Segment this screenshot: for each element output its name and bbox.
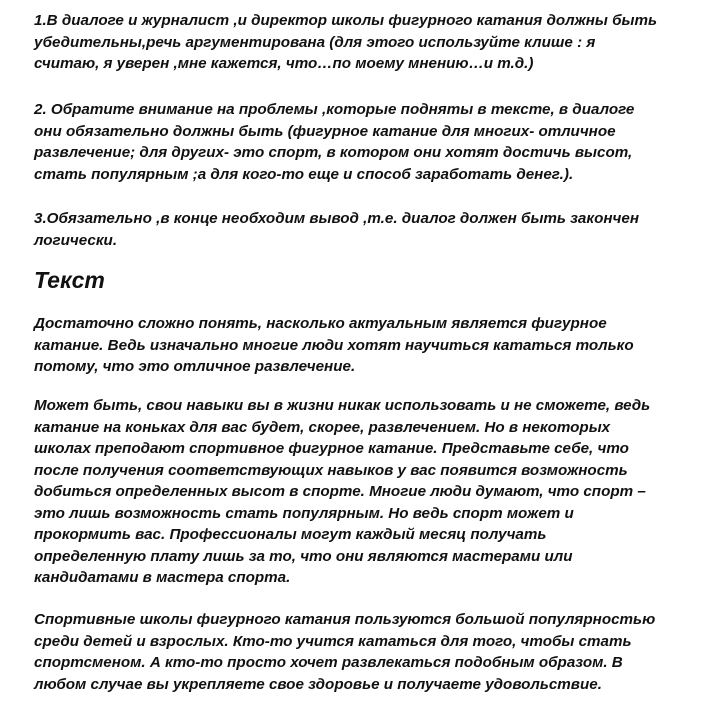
text-line: 3.Обязательно ,в конце необходим вывод ,т.е. диалог должен быть закончен — [34, 210, 639, 227]
text-paragraph-1 — [34, 313, 634, 378]
text-line: спортсменом. А кто-то просто хочет развлекаться подобным образом. В — [34, 654, 623, 671]
text-line: это лишь возможность стать популярным. Но ведь спорт может и — [34, 504, 574, 522]
text-line: после получения соответствующих навыков у вас появится возможность — [34, 461, 628, 479]
text-line: среди детей и взрослых. Кто-то учится кататься для того, чтобы стать — [34, 632, 632, 650]
text-line: они обязательно должны быть (фигурное катание для многих- отличное — [34, 122, 616, 140]
text-line: школах преподают спортивное фигурное катание. Представьте себе, что — [34, 440, 629, 457]
text-line: прокормить вас. Профессионалы могут каждый месяц получать — [34, 526, 547, 543]
text-paragraph-2 — [34, 395, 650, 589]
text-line: потому, что это отличное развлечение. — [34, 358, 356, 375]
section-heading: Текст — [34, 267, 105, 293]
text-line: добиться определенных высот в спорте. Многие люди думают, что спорт – — [34, 483, 646, 500]
text-line: считаю, я уверен ,мне кажется, что…по моему мнению…и т.д.) — [34, 55, 534, 72]
text-line: убедительны,речь аргументирована (для этого используйте клише : я — [34, 33, 596, 51]
instruction-paragraph-1 — [34, 10, 657, 75]
text-line: 2. Обратите внимание на проблемы ,которые подняты в тексте, в диалоге — [34, 101, 635, 118]
text-line: Спортивные школы фигурного катания пользуются большой популярностью — [34, 611, 656, 628]
text-line: Может быть, свои навыки вы в жизни никак использовать и не сможете, ведь — [34, 397, 651, 414]
text-line: любом случае вы укрепляете свое здоровье и получаете удовольствие. — [34, 675, 602, 693]
text-line: логически. — [34, 231, 118, 249]
text-line: развлечение; для других- это спорт, в котором они хотят достичь высот, — [34, 144, 633, 161]
instruction-paragraph-2 — [34, 99, 634, 185]
text-line: катание на коньках для вас будет, скорее, развлечением. Но в некоторых — [34, 418, 611, 436]
text-line: кандидатами в мастера спорта. — [34, 569, 291, 586]
text-line: определенную плату лишь за то, что они являются мастерами или — [34, 547, 573, 565]
text-paragraph-3 — [34, 609, 655, 695]
text-line: стать популярным ;а для кого-то еще и способ заработать денег.). — [34, 165, 574, 183]
text-line: катание. Ведь изначально многие люди хотят научиться кататься только — [34, 336, 634, 354]
text-line: 1.В диалоге и журналист ,и директор школы фигурного катания должны быть — [34, 12, 658, 29]
text-line: Достаточно сложно понять, насколько актуальным является фигурное — [34, 315, 607, 332]
instruction-paragraph-3 — [34, 208, 639, 251]
